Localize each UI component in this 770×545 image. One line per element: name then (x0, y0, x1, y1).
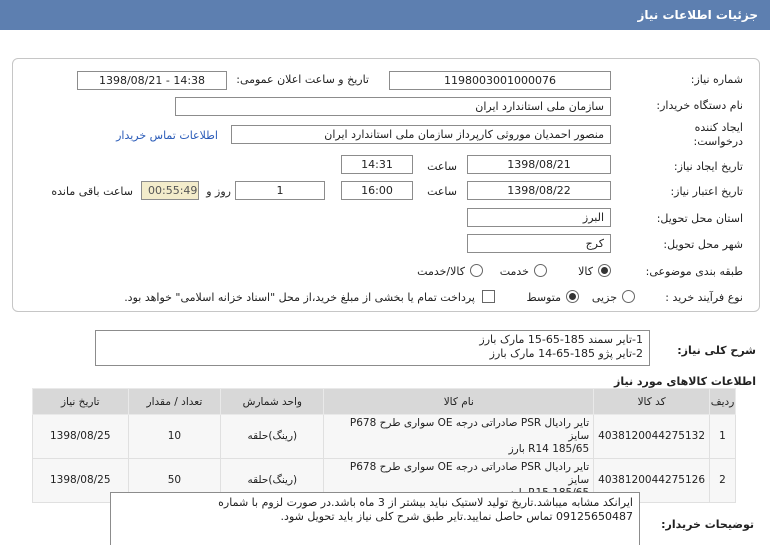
need-number-label: شماره نیاز: (690, 73, 743, 86)
cell-row: 1 (710, 415, 736, 459)
buyer-notes-line-2: 09125650487 تماس حاصل نمایید.تایر طبق شرح کلی نیاز باید تحویل شود. (280, 510, 633, 523)
buyer-contact-link[interactable]: اطلاعات تماس خریدار (116, 129, 218, 142)
city-field: کرج (467, 234, 611, 253)
cell-name-line-1: تایر رادیال PSR صادراتی درجه OE سواری طرح P678 سایز (349, 417, 590, 442)
cell-name (324, 415, 594, 459)
cell-unit: (رینگ)حلقه (221, 415, 324, 459)
created-date-field: 1398/08/21 (467, 155, 611, 174)
remaining-days-field: 1 (235, 181, 325, 200)
cell-unit: (رینگ)حلقه (221, 459, 324, 503)
remaining-time-field: 00:55:49 (141, 181, 199, 200)
buyer-notes-box (110, 492, 640, 545)
page-title: جزئیات اطلاعات نیاز (637, 8, 758, 22)
purchase-type-label: نوع فرآیند خرید : (665, 291, 743, 304)
buyer-org-label: نام دستگاه خریدار: (656, 99, 743, 112)
created-time-field: 14:31 (341, 155, 413, 174)
items-table-header (33, 389, 736, 415)
need-summary-line-1: 1-تایر سمند 185-65-15 مارک بارز (479, 333, 643, 346)
category-option-goods-service: کالا/خدمت (417, 265, 465, 278)
created-time-label: ساعت (427, 160, 457, 173)
page-header (0, 0, 770, 30)
cell-row: 2 (710, 459, 736, 503)
valid-time-field: 16:00 (341, 181, 413, 200)
city-label: شهر محل تحویل: (663, 238, 743, 251)
need-summary-label: شرح کلی نیاز: (677, 344, 756, 357)
category-radio-service[interactable] (534, 264, 547, 277)
cell-date: 1398/08/25 (33, 415, 129, 459)
category-option-service: خدمت (499, 265, 529, 278)
valid-date-label: تاریخ اعتبار نیاز: (670, 185, 743, 198)
treasury-payment-checkbox[interactable] (482, 290, 495, 303)
created-date-label: تاریخ ایجاد نیاز: (673, 160, 743, 173)
valid-time-label: ساعت (427, 185, 457, 198)
category-label: طبقه بندی موضوعی: (645, 265, 743, 278)
buyer-org-field: سازمان ملی استاندارد ایران (175, 97, 611, 116)
need-summary-box (95, 330, 650, 366)
col-unit: واحد شمارش (221, 389, 324, 415)
requester-label: ایجاد کننده (694, 121, 743, 134)
province-field: البرز (467, 208, 611, 227)
cell-code: 4038120044275126 (594, 459, 710, 503)
cell-name-line-1: تایر رادیال PSR صادراتی درجه OE سواری طرح P678 سایز (349, 461, 590, 486)
remaining-time-label: ساعت باقی مانده (51, 185, 133, 198)
remaining-days-label: روز و (206, 185, 231, 198)
purchase-option-minor: جزیی (591, 291, 617, 304)
buyer-notes-line-1: ایرانکد مشابه میباشد.تاریخ تولید لاستیک نباید بیشتر از 3 ماه باشد.در صورت لزوم با شماره (218, 496, 633, 509)
items-table-panel (24, 388, 736, 486)
announce-date-label: تاریخ و ساعت اعلان عمومی: (236, 73, 369, 86)
announce-date-field: 1398/08/21 - 14:38 (77, 71, 227, 90)
need-number-field: 1198003001000076 (389, 71, 611, 90)
purchase-option-medium: متوسط (526, 291, 561, 304)
col-code: کد کالا (594, 389, 710, 415)
requester-label-2: درخواست: (693, 135, 743, 148)
category-radio-goods-service[interactable] (470, 264, 483, 277)
items-section-title: اطلاعات کالاهای مورد نیاز (614, 375, 756, 388)
col-qty: تعداد / مقدار (128, 389, 221, 415)
cell-code: 4038120044275132 (594, 415, 710, 459)
need-summary-line-2: 2-تایر پژو 185-65-14 مارک بارز (489, 347, 643, 360)
cell-date: 1398/08/25 (33, 459, 129, 503)
col-name: نام کالا (324, 389, 594, 415)
valid-date-field: 1398/08/22 (467, 181, 611, 200)
requester-field: منصور احمدیان موروثی کارپرداز سازمان ملی استاندارد ایران (231, 125, 611, 144)
treasury-payment-note: پرداخت تمام یا بخشی از مبلغ خرید،از محل "اسناد خزانه اسلامی" خواهد بود. (124, 291, 475, 304)
category-option-goods: کالا (578, 265, 593, 278)
purchase-radio-minor[interactable] (622, 290, 635, 303)
cell-qty: 50 (128, 459, 221, 503)
table-row (33, 415, 736, 459)
need-info-panel (12, 58, 760, 312)
province-label: استان محل تحویل: (656, 212, 743, 225)
buyer-notes-label: توضیحات خریدار: (661, 518, 754, 531)
items-table (32, 388, 736, 503)
cell-qty: 10 (128, 415, 221, 459)
cell-name-line-2: 185/65 R14 بارز (508, 443, 590, 455)
category-radio-goods[interactable] (598, 264, 611, 277)
col-row: ردیف (710, 389, 736, 415)
col-date: تاریخ نیاز (33, 389, 129, 415)
purchase-radio-medium[interactable] (566, 290, 579, 303)
